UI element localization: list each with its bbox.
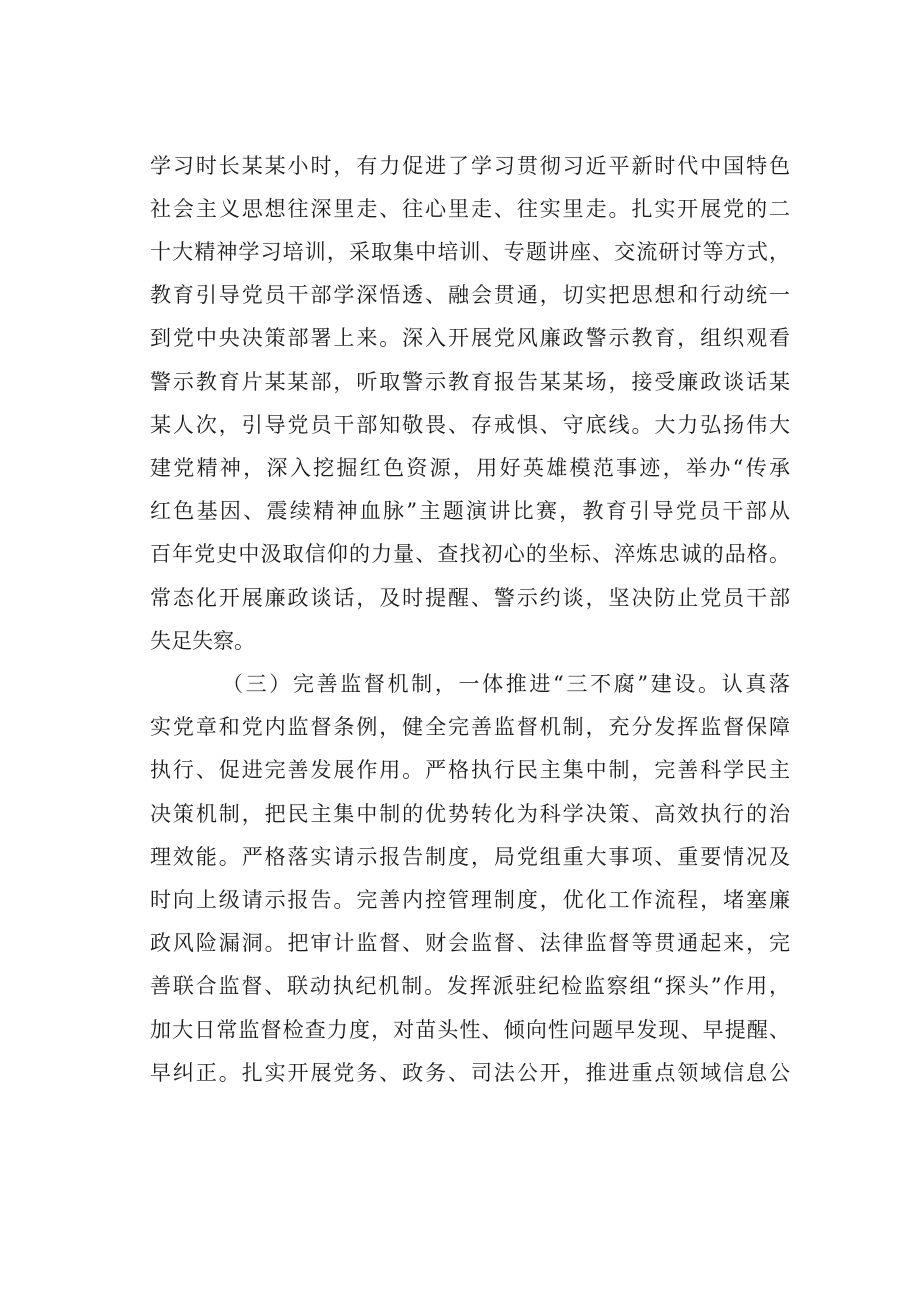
paragraph-1-line-6: 警示教育片某某部，听取警示教育报告某某场，接受廉政谈话某 bbox=[150, 370, 790, 394]
paragraph-1-line-7: 某人次，引导党员干部知敬畏、存戒惧、守底线。大力弘扬伟大 bbox=[150, 413, 790, 437]
paragraph-2-line-4: 决策机制，把民主集中制的优势转化为科学决策、高效执行的治 bbox=[150, 802, 790, 826]
document-body bbox=[150, 144, 790, 1114]
paragraph-1-line-11: 常态化开展廉政谈话，及时提醒、警示约谈，坚决防止党员干部 bbox=[150, 586, 790, 610]
paragraph-2-line-8: 善联合监督、联动执纪机制。发挥派驻纪检监察组“探头”作用， bbox=[150, 974, 790, 998]
paragraph-1-line-1: 学习时长某某小时，有力促进了学习贯彻习近平新时代中国特色 bbox=[150, 154, 790, 178]
paragraph-2-line-1: （三）完善监督机制，一体推进“三不腐”建设。认真落 bbox=[222, 672, 790, 696]
paragraph-1-line-2: 社会主义思想往深里走、往心里走、往实里走。扎实开展党的二 bbox=[150, 197, 790, 221]
paragraph-2-line-6: 时向上级请示报告。完善内控管理制度，优化工作流程，堵塞廉 bbox=[150, 888, 790, 912]
paragraph-1-line-5: 到党中央决策部署上来。深入开展党风廉政警示教育，组织观看 bbox=[150, 326, 790, 350]
paragraph-2-line-10: 早纠正。扎实开展党务、政务、司法公开，推进重点领域信息公 bbox=[150, 1061, 790, 1085]
paragraph-2-line-3: 执行、促进完善发展作用。严格执行民主集中制，完善科学民主 bbox=[150, 758, 790, 782]
paragraph-2-line-2: 实党章和党内监督条例，健全完善监督机制，充分发挥监督保障 bbox=[150, 715, 790, 739]
paragraph-1-line-8: 建党精神，深入挖掘红色资源，用好英雄模范事迹，举办“传承 bbox=[150, 456, 790, 480]
paragraph-1-line-10: 百年党史中汲取信仰的力量、查找初心的坐标、淬炼忠诚的品格。 bbox=[150, 542, 790, 566]
paragraph-2-line-7: 政风险漏洞。把审计监督、财会监督、法律监督等贯通起来，完 bbox=[150, 931, 790, 955]
paragraph-2-line-5: 理效能。严格落实请示报告制度，局党组重大事项、重要情况及 bbox=[150, 845, 790, 869]
paragraph-1-line-9: 红色基因、震续精神血脉”主题演讲比赛，教育引导党员干部从 bbox=[150, 499, 790, 523]
paragraph-1-line-3: 十大精神学习培训，采取集中培训、专题讲座、交流研讨等方式， bbox=[150, 240, 790, 264]
paragraph-2-line-9: 加大日常监督检查力度，对苗头性、倾向性问题早发现、早提醒、 bbox=[150, 1018, 790, 1042]
paragraph-1-line-12: 失足失察。 bbox=[150, 629, 255, 653]
paragraph-1-line-4: 教育引导党员干部学深悟透、融会贯通，切实把思想和行动统一 bbox=[150, 283, 790, 307]
